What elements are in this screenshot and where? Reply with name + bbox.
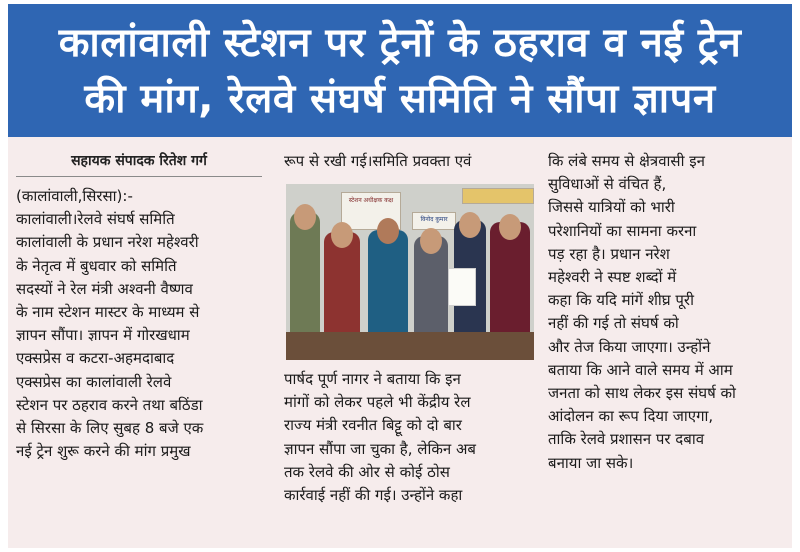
- text-line: कार्रवाई नहीं की गई। उन्होंने कहा: [284, 486, 463, 505]
- text-line: राज्य मंत्री रवनीत बिट्टू को दो बार: [284, 416, 462, 435]
- text-line: से सिरसा के लिए सुबह 8 बजे एक: [16, 419, 204, 438]
- text-line: तक रेलवे की ओर से कोई ठोस: [284, 462, 450, 481]
- text-line: बताया कि आने वाले समय में आम: [548, 360, 733, 379]
- text-line: परेशानियों का सामना करना: [548, 221, 697, 240]
- article-column-2-continued: [284, 368, 534, 507]
- text-line: एक्सप्रेस व कटरा-अहमदाबाद: [16, 349, 175, 368]
- text-line: महेश्वरी ने स्पष्ट शब्दों में: [548, 268, 677, 287]
- text-line: ज्ञापन सौंपा। ज्ञापन में गोरखधाम: [16, 326, 190, 345]
- person-head: [499, 214, 521, 240]
- person-head: [377, 218, 399, 244]
- text-line: पार्षद पूर्ण नागर ने बताया कि इन: [284, 370, 461, 388]
- person-head: [459, 212, 481, 238]
- news-photo: [286, 184, 534, 360]
- text-line: नई ट्रेन शुरू करने की मांग प्रमुख: [16, 442, 191, 461]
- text-line: ताकि रेलवे प्रशासन पर दबाव: [548, 430, 705, 449]
- text-line: जनता को साथ लेकर इस संघर्ष को: [548, 384, 736, 403]
- text-line: स्टेशन पर ठहराव करने तथा बठिंडा: [16, 395, 203, 414]
- text-line: कालांवाली।रेलवे संघर्ष समिति: [16, 210, 175, 229]
- text-line: नहीं की गई तो संघर्ष को: [548, 314, 679, 333]
- article-column-3: [548, 150, 790, 475]
- table: [286, 332, 534, 360]
- text-line: के नेतृत्व में बुधवार को समिति: [16, 256, 177, 275]
- article-column-1: [16, 150, 262, 463]
- headline-banner: [8, 4, 792, 137]
- headline-line-1: कालांवाली स्टेशन पर ट्रेनों के ठहराव व नई ट्रेन: [58, 19, 742, 66]
- text-line: सुविधाओं से वंचित हैं,: [548, 175, 667, 194]
- text-line: एक्सप्रेस का कालांवाली रेलवे: [16, 372, 172, 391]
- text-line: सदस्यों ने रेल मंत्री अश्वनी वैष्णव: [16, 279, 193, 298]
- person-head: [420, 228, 442, 254]
- text-line: मांगों को लेकर पहले भी केंद्रीय रेल: [284, 393, 471, 412]
- yellow-sign: [462, 188, 534, 204]
- newspaper-clipping: [8, 4, 792, 548]
- text-line: ज्ञापन सौंपा जा चुका है, लेकिन अब: [284, 439, 476, 458]
- text-line: पड़ रहा है। प्रधान नरेश: [548, 244, 670, 263]
- text-line: कालांवाली के प्रधान नरेश महेश्वरी: [16, 233, 199, 252]
- name-plate: [412, 212, 456, 230]
- text-line: जिससे यात्रियों को भारी: [548, 198, 675, 217]
- text-line: और तेज किया जाएगा। उन्होंने: [548, 337, 711, 356]
- name-plate-text: विनोद कुमार: [420, 216, 448, 223]
- office-sign-text: स्टेशन अधीक्षक कक्ष: [348, 197, 394, 204]
- byline: सहायक संपादक रितेश गर्ग: [16, 150, 262, 177]
- text-line: कि लंबे समय से क्षेत्रवासी इन: [548, 152, 705, 170]
- person-head: [294, 204, 316, 230]
- memorandum-paper: [448, 268, 476, 306]
- text-line: कहा कि यदि मांगें शीघ्र पूरी: [548, 291, 694, 310]
- article-column-2: [284, 150, 534, 173]
- text-line: बनाया जा सके।: [548, 453, 634, 472]
- text-line: (कालांवाली,सिरसा):-: [16, 187, 133, 205]
- person-head: [331, 222, 353, 248]
- text-line: आंदोलन का रूप दिया जाएगा,: [548, 407, 714, 426]
- text-line: के नाम स्टेशन मास्टर के माध्यम से: [16, 303, 200, 322]
- text-line: रूप से रखी गई।समिति प्रवक्ता एवं: [284, 152, 472, 170]
- headline-line-2: की मांग, रेलवे संघर्ष समिति ने सौंपा ज्ञापन: [84, 75, 716, 122]
